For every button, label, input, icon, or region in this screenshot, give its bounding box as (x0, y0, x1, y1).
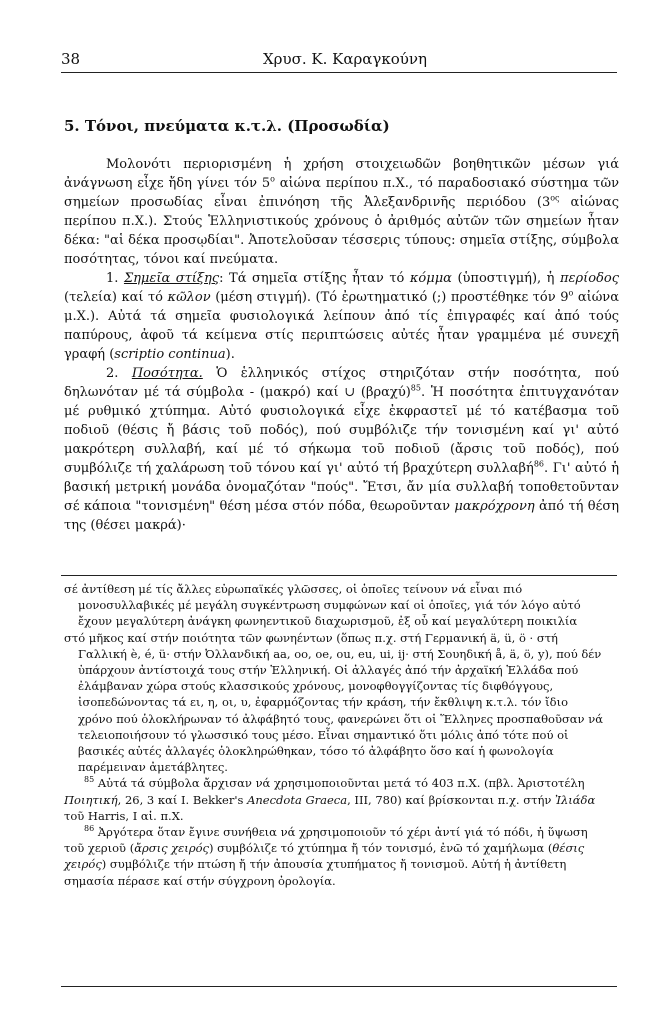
footnote-ref-86[interactable]: 86 (533, 459, 545, 469)
header-rule (61, 72, 617, 73)
footnote-continuation-1: σέ ἀντίθεση μέ τίς ἄλλες εὐρωπαϊκές γλῶσσες, οἱ ὁποῖες τείνουν νά εἶναι πιό μονοσυλλαβικές μέ μεγάλη συγκέντρωση συμφώνων καί οἱ ὁποῖες, γιά τόν λόγο αὐτό ἔχουν μεγαλύτερη ἀνάγκη φωνηεντικοῦ διαχωρισμοῦ, ἐξ οὗ καί μεγαλύτερη ποικιλία (64, 582, 581, 629)
running-title: Χρυσ. Κ. Καραγκούνη (262, 50, 427, 68)
paragraph-quantity: 2. Ποσότητα. Ὁ ἑλληνικός στίχος στηριζόταν στήν ποσότητα, πού δηλωνόταν μέ τά σύμβολα - (μακρό) καί ∪ $(\beta\rho\alpha\chi ύ)^{85}$. Ἡ ποσότητα ἐπιτυγχανόταν μέ ρυθμικό χτύπημα. Αὐτό φυσιολογικά εἶχε ἐκφραστεῖ μέ τό κατέβασμα τοῦ ποδιοῦ (θέσις ἤ βάσις τοῦ ποδός), πού συμβόλιζε τήν τονισμένη καί γι' αὐτό μακρότερη συλλαβή, καί μέ τό σήκωμα τοῦ ποδιοῦ (ἄρσις τοῦ ποδός), πού συμβόλιζε τή χαλάρωση τοῦ τόνου καί γι' αὐτό τή βραχύτερη συλλαβή$^{86}$. Γι' αὐτό ἡ βασική μετρική μονάδα ὀνομαζόταν "πούς". Ἔτσι, ἄν μία συλλαβή τοποθετοῦνταν σέ κάποια "τονισμένη" θέση μέσα στόν πόδα, θεωροῦνταν μακρόχρονη ἀπό τή θέση της (θέσει μακρά)· (64, 366, 619, 533)
footnote-ref-85[interactable]: 85 (410, 383, 421, 393)
footnote-rule (61, 575, 617, 576)
paragraph-intro: Μολονότι περιορισμένη ἡ χρήση στοιχειωδῶν βοηθητικῶν μέσων γιά ἀνάγνωση εἶχε ἤδη γίνει τόν $5^o$ αἰώνα περίπου π.Χ., τό παραδοσιακό σύστημα τῶν σημείων προσωδίας εἶναι ἐπινόηση τῆς Ἀλεξανδρινῆς περιόδου ($3^{o\varsigma}$ αἰώνας περίπου π.Χ.). Στούς Ἑλληνιστικούς χρόνους ὁ ἀριθμός αὐτῶν τῶν σημείων ἦταν δέκα: "αἱ δέκα προσῳδίαι". Ἀποτελοῦσαν τέσσερις τύπους: σημεῖα στίξης, σύμβολα ποσότητας, τόνοι καί πνεύματα. (64, 157, 619, 267)
footnote-85: $^{85}$ Αὐτά τά σύμβολα ἄρχισαν νά χρησιμοποιοῦνται μετά τό 403 π.Χ. (πβλ. Ἀριστοτέλη Ποιητική, 26, 3 καί I. Bekker's Anecdota Graeca, III, 780) καί βρίσκονται π.χ. στήν Ἰλιάδα τοῦ Harris, I αἰ. π.Χ. (64, 775, 596, 823)
main-text (64, 155, 619, 535)
paragraph-punctuation: 1. Σημεῖα στίξης: Τά σημεῖα στίξης ἦταν τό κόμμα (ὑποστιγμή), ἡ περίοδος (τελεία) καί τό κῶλον (μέση στιγμή). (Τό ἐρωτηματικό (;) προστέθηκε τόν $9^o$ αἰώνα μ.Χ.). Αὐτά τά σημεῖα φυσιολογικά λείπουν ἀπό τίς ἐπιγραφές καί ἀπό τούς παπύρους, ἀφοῦ τά κείμενα στίς περιπτώσεις αὐτές ἦταν γραμμένα μέ συνεχῆ γραφή (scriptio continua). (64, 271, 620, 362)
bottom-rule (61, 986, 617, 987)
footnote-continuation-2: στό μῆκος καί στήν ποιότητα τῶν φωνηέντων (ὅπως π.χ. στή Γερμανική ä, ü, ö · στή Γαλλική è, é, ü· στήν Ὀλλανδική aa, oo, oe, ou, eu, ui, ij· στή Σουηδική å, ä, ö, y), πού δέν ὑπάρχουν ἀντίστοιχά τους στήν Ἑλληνική. Οἱ ἀλλαγές ἀπό τήν ἀρχαϊκή Ἑλλάδα πού ἐλάμβαναν χώρα στούς κλασσικούς χρόνους, μονοφθογγίζοντας τίς διφθόγγους, ἰσοπεδώνοντας τά ει, η, οι, υ, ἐφαρμόζοντας τήν κράση, τήν ἔκθλιψη κ.τ.λ. τόν ἴδιο χρόνο πού ὁλοκλήρωναν τό ἀλφάβητό τους, φανερώνει ὅτι οἱ Ἕλληνες προσπαθοῦσαν νά τελειοποιήσουν τό γλωσσικό τους μέσο. Εἶναι σημαντικό ὅτι μόλις ἀπό τότε πού οἱ βασικές αὐτές ἀλλαγές ὁλοκληρώθηκαν, τόσο τό ἀλφάβητο ὅσο καί ἡ φωνολογία παρέμειναν ἀμετάβλητες. (64, 630, 603, 775)
footnote-86: $^{86}$ Ἀργότερα ὅταν ἔγινε συνήθεια νά χρησιμοποιοῦν τό χέρι ἀντί γιά τό πόδι, ἡ ὕψωση τοῦ χεριοῦ (ἄρσις χειρός) συμβόλιζε τό χτύπημα ἤ τόν τονισμό, ἐνῶ τό χαμήλωμα (θέσις χειρός) συμβόλιζε τήν πτώση ἤ τήν ἀπουσία χτυπήματος ἤ τονισμοῦ. Αὐτή ἡ ἀντίθετη σημασία πέρασε καί στήν σύγχρονη ὀρολογία. (64, 824, 588, 888)
footnotes (64, 581, 604, 889)
section-heading: 5. Τόνοι, πνεύματα κ.τ.λ. (Προσωδία) (64, 117, 390, 135)
page-number: 38 (61, 50, 81, 68)
